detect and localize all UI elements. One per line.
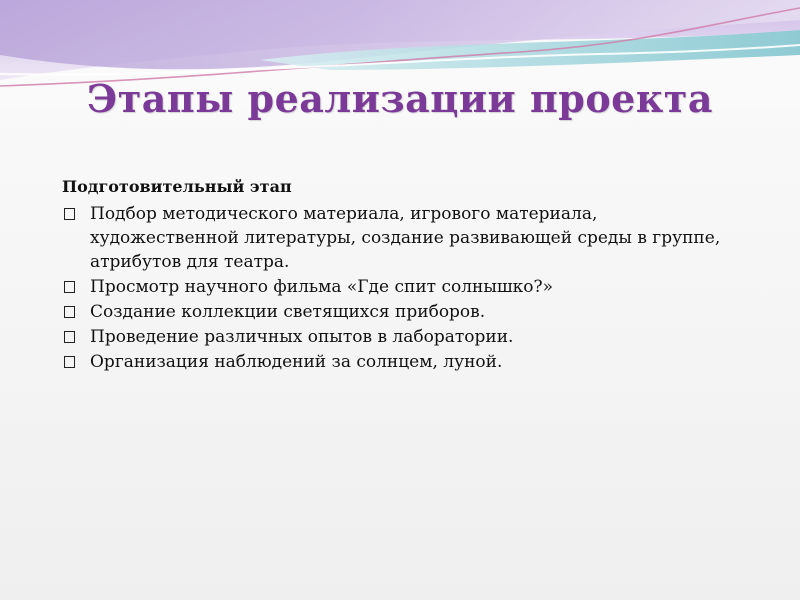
list-item [62, 325, 742, 349]
section-heading: Подготовительный этап [62, 177, 292, 196]
bullet-text: Организация наблюдений за солнцем, луной. [90, 352, 503, 372]
list-item [62, 202, 742, 274]
bullet-marker-icon [64, 306, 75, 318]
bullet-marker-icon [64, 208, 75, 220]
list-item [62, 350, 742, 374]
slide-title: Этапы реализации проекта [87, 76, 713, 121]
bullet-marker-icon [64, 331, 75, 343]
bullet-list [62, 202, 742, 374]
bullet-text: Создание коллекции светящихся приборов. [90, 302, 486, 322]
bullet-text: Подбор методического материала, игрового материала, художественной литературы, создание развивающей среды в группе, атрибутов для театра. [90, 204, 721, 272]
bullet-text: Просмотр научного фильма «Где спит солнышко?» [90, 277, 554, 297]
list-item [62, 275, 742, 299]
bullet-marker-icon [64, 281, 75, 293]
bullet-text: Проведение различных опытов в лаборатории. [90, 327, 514, 347]
bullet-marker-icon [64, 356, 75, 368]
list-item [62, 300, 742, 324]
slide-content [62, 175, 742, 375]
